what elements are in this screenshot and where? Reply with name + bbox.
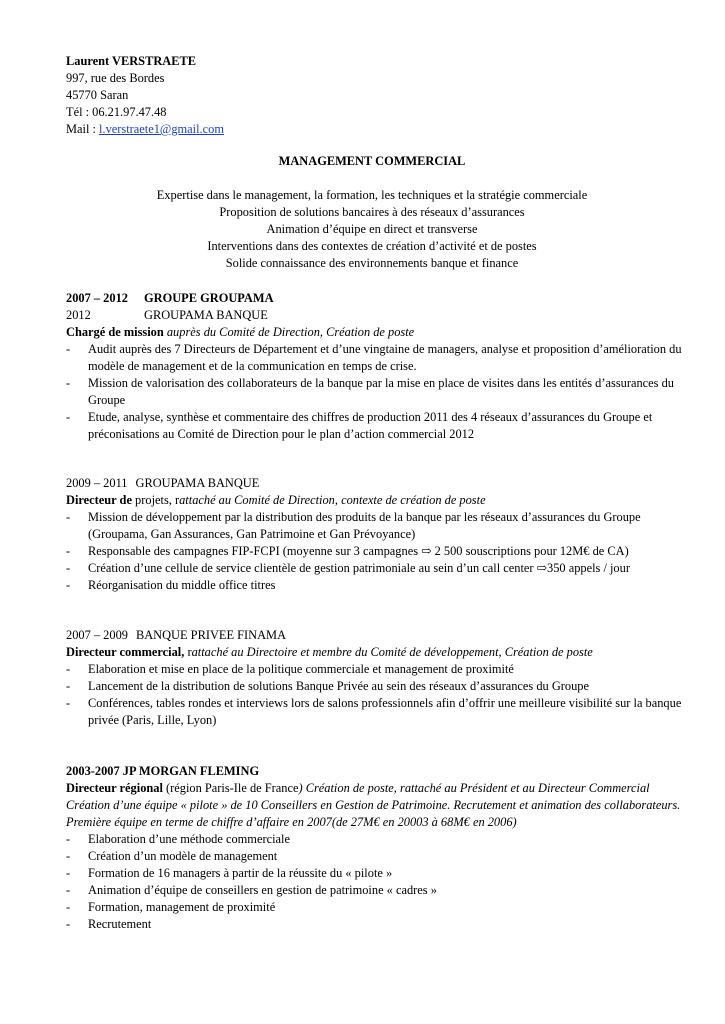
job-role-plain: projets, r — [131, 493, 180, 507]
job-bullets — [66, 341, 686, 443]
job-description: Création d’une équipe « pilote » de 10 Conseillers en Gestion de Patrimoine. Recrutement et animation des collaborateurs. Première équipe en terme de chiffre d’affaire en 2007(de 27M€ en 20003 à 68M€ en 2006) — [66, 798, 681, 829]
job-role — [66, 644, 686, 661]
job-role-title: Directeur commercial, — [66, 645, 185, 659]
job-role-title: Directeur régional — [66, 781, 163, 795]
job-jp-morgan-fleming — [66, 763, 686, 933]
summary-line: Interventions dans des contextes de création d’activité et de postes — [207, 239, 537, 253]
job-bullet: - Conférences, tables rondes et interviews lors de salons professionnels afin d’offrir une meilleure visibilité sur la banque privée (Paris, Lille, Lyon) — [66, 696, 682, 727]
job-bullets — [66, 831, 686, 933]
job-groupama-banque — [66, 475, 686, 594]
job-bullet: - Lancement de la distribution de solutions Banque Privée au sein des réseaux d’assurances du Groupe — [66, 679, 589, 693]
job-role-detail: auprès du Comité de Direction, Création de poste — [163, 325, 415, 339]
contact-city: 45770 Saran — [66, 88, 129, 102]
job-role-plain: (région Paris-Ile de France — [162, 781, 299, 795]
job-role-title: Directeur de — [66, 493, 132, 507]
contact-block — [66, 53, 686, 138]
contact-phone: Tél : 06.21.97.47.48 — [66, 105, 167, 119]
job-period: 2007 – 2012 — [66, 291, 128, 305]
job-role — [66, 780, 686, 797]
job-heading — [66, 290, 686, 307]
summary-line: Expertise dans le management, la formation, les techniques et la stratégie commerciale — [156, 188, 588, 202]
document-title: MANAGEMENT COMMERCIAL — [278, 154, 466, 168]
job-heading — [66, 627, 686, 644]
job-bullet: - Etude, analyse, synthèse et commentaire des chiffres de production 2011 des 4 réseaux d’assurances du Groupe et préconisations au Comité de Direction pour le plan d’action commercial 2012 — [66, 410, 653, 441]
summary-block — [66, 187, 678, 272]
job-bullet: - Elaboration et mise en place de la politique commerciale et management de proximité — [66, 662, 514, 676]
contact-mail-link[interactable]: l.verstraete1@gmail.com — [99, 122, 224, 136]
contact-mail-label: Mail : — [66, 122, 100, 136]
contact-street: 997, rue des Bordes — [66, 71, 165, 85]
summary-line: Animation d’équipe en direct et transverse — [266, 222, 478, 236]
job-period: 2009 – 2011 — [66, 476, 128, 490]
job-bullet: - Réorganisation du middle office titres — [66, 578, 276, 592]
summary-line: Solide connaissance des environnements banque et finance — [225, 256, 519, 270]
job-role-title: Chargé de mission — [66, 325, 164, 339]
job-bullet: - Création d’une cellule de service clientèle de gestion patrimoniale au sein d’un call center ⇨350 appels / jour — [66, 561, 630, 575]
job-heading — [66, 475, 686, 492]
job-role — [66, 492, 686, 509]
job-sub-year: 2012 — [66, 308, 91, 322]
job-bullet: - Création d’un modèle de management — [66, 849, 278, 863]
job-subheading — [66, 307, 686, 324]
job-bullet: - Audit auprès des 7 Directeurs de Département et d’une vingtaine de managers, analyse et proposition d’amélioration du modèle de management et de la communication en temps de crise. — [66, 342, 682, 373]
job-bullet: - Formation de 16 managers à partir de la réussite du « pilote » — [66, 866, 393, 880]
job-role-detail: attaché au Comité de Direction, contexte de création de poste — [179, 493, 486, 507]
job-company: BANQUE PRIVEE FINAMA — [135, 628, 287, 642]
job-bullet: - Recrutement — [66, 917, 152, 931]
job-bullet: - Responsable des campagnes FIP-FCPI (moyenne sur 3 campagnes ⇨ 2 500 souscriptions pour 12M€ de CA) — [66, 544, 629, 558]
job-bullet: - Formation, management de proximité — [66, 900, 276, 914]
job-role-detail: attaché au Directoire et membre du Comité de développement, Création de poste — [191, 645, 593, 659]
job-sub-company: GROUPAMA BANQUE — [144, 308, 268, 322]
job-bullet: - Animation d’équipe de conseillers en gestion de patrimoine « cadres » — [66, 883, 437, 897]
contact-name: Laurent VERSTRAETE — [66, 54, 197, 68]
job-bullet: - Mission de développement par la distribution des produits de la banque par les réseaux d’assurances du Groupe (Groupama, Gan Assurances, Gan Patrimoine et Gan Prévoyance) — [66, 510, 641, 541]
job-bullet: - Elaboration d’une méthode commerciale — [66, 832, 290, 846]
job-company: GROUPE GROUPAMA — [144, 291, 274, 305]
job-company: GROUPAMA BANQUE — [135, 476, 260, 490]
job-period: 2007 – 2009 — [66, 628, 128, 642]
job-bullet: - Mission de valorisation des collaborateurs de la banque par la mise en place de visites dans les entités d’assurances du Groupe — [66, 376, 674, 407]
job-banque-privee-finama — [66, 627, 686, 729]
job-bullets — [66, 661, 686, 729]
job-role-detail: ) Création de poste, rattaché au Président et au Directeur Commercial — [298, 781, 650, 795]
job-groupama-groupe — [66, 290, 686, 443]
summary-line: Proposition de solutions bancaires à des réseaux d’assurances — [219, 205, 525, 219]
job-role — [66, 324, 686, 341]
job-role-plain: r — [184, 645, 192, 659]
job-bullets — [66, 509, 686, 594]
contact-mail-line — [66, 121, 686, 138]
job-heading: 2003-2007 JP MORGAN FLEMING — [66, 764, 260, 778]
